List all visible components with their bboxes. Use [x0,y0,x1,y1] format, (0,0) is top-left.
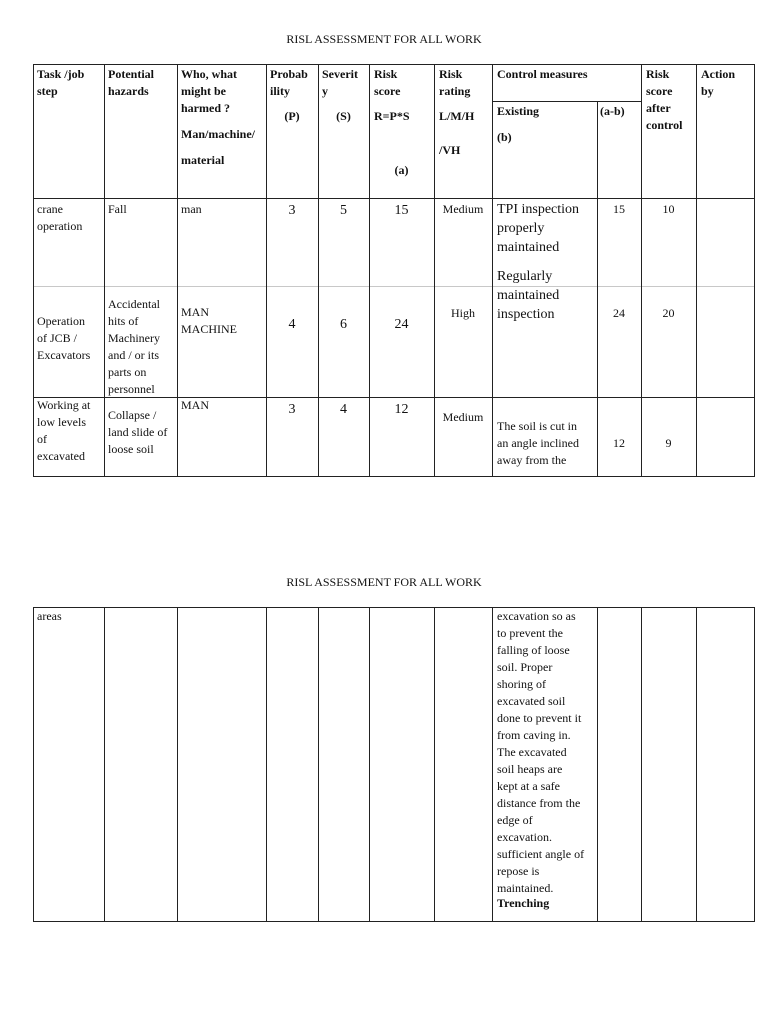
header-risk-score: Risk score [374,67,401,98]
header-existing-b: (b) [497,130,512,144]
header-risk-rating-levels: L/M/H /VH [439,109,475,157]
row3-risk-after-control: 9 [665,436,672,450]
header-control-measures: Control measures [497,67,588,81]
row2-risk-score: 24 [394,317,409,332]
header-a-minus-b: (a-b) [600,104,625,118]
row3-hazard: Collapse / land slide of loose soil [108,408,168,456]
row2-probability: 4 [288,317,296,332]
header-who: Who, what might be harmed ? [181,67,238,115]
row2-risk-after-control: 20 [662,306,675,320]
row2-hazard: Accidental hits of Machinery and / or its parts on personnel [108,297,160,396]
page-title: RISL ASSESSMENT FOR ALL WORK [286,32,482,46]
header-severity-sub: (S) [336,109,351,123]
row2-who: MAN MACHINE [181,305,237,336]
page2-task-continued: areas [37,609,62,623]
row3-severity: 4 [340,402,347,417]
row1-risk-score: 15 [394,203,409,218]
header-risk-score-a: (a) [394,163,409,177]
row3-risk-rating: Medium [442,410,484,424]
header-hazards: Potential hazards [108,67,154,98]
row3-a-minus-b: 12 [613,436,625,450]
row1-existing-control: TPI inspection properly maintained [497,202,580,255]
row1-hazard: Fall [108,202,127,216]
row2-a-minus-b: 24 [613,306,625,320]
header-risk-after-control: Risk score after control [646,67,683,132]
header-existing: Existing [497,104,540,118]
header-severity: Severit y [322,67,358,98]
row3-who: MAN [181,398,210,412]
header-risk-rating: Risk rating [439,67,471,98]
row1-risk-after-control: 10 [662,202,675,216]
row2-severity: 6 [340,317,347,332]
header-action-by: Action by [701,67,735,98]
row3-task: Working at low levels of excavated [37,398,91,463]
row2-task: Operation of JCB / Excavators [37,314,91,362]
header-probability: Probab ility [270,67,308,98]
page2-existing-control-continued: excavation so as to prevent the falling of loose soil. Proper shoring of excavated soil done to prevent it from caving in. The excavated soil heaps are kept at a safe distance from the edge of excavation. sufficient angle of repose is maintained. [497,609,585,895]
page2-existing-control-heading: Trenching [497,896,550,910]
header-task: Task /job step [37,67,85,98]
row1-who: man [181,202,202,216]
row2-existing-control: Regularly maintained inspection [497,269,560,322]
header-who-sub2: material [181,153,225,167]
row1-a-minus-b: 15 [613,202,625,216]
row3-existing-control: The soil is cut in an angle inclined away from the [497,419,579,467]
header-risk-score-formula: R=P*S [374,109,410,123]
row1-severity: 5 [340,203,347,218]
row1-risk-rating: Medium [442,202,484,216]
page2-title: RISL ASSESSMENT FOR ALL WORK [286,575,482,589]
row2-risk-rating: High [451,306,475,320]
row3-probability: 3 [288,402,296,417]
header-probability-sub: (P) [284,109,300,123]
header-who-sub1: Man/machine/ [181,127,255,141]
row1-task: crane operation [37,202,83,233]
row3-risk-score: 12 [394,402,409,417]
row1-probability: 3 [288,203,296,218]
